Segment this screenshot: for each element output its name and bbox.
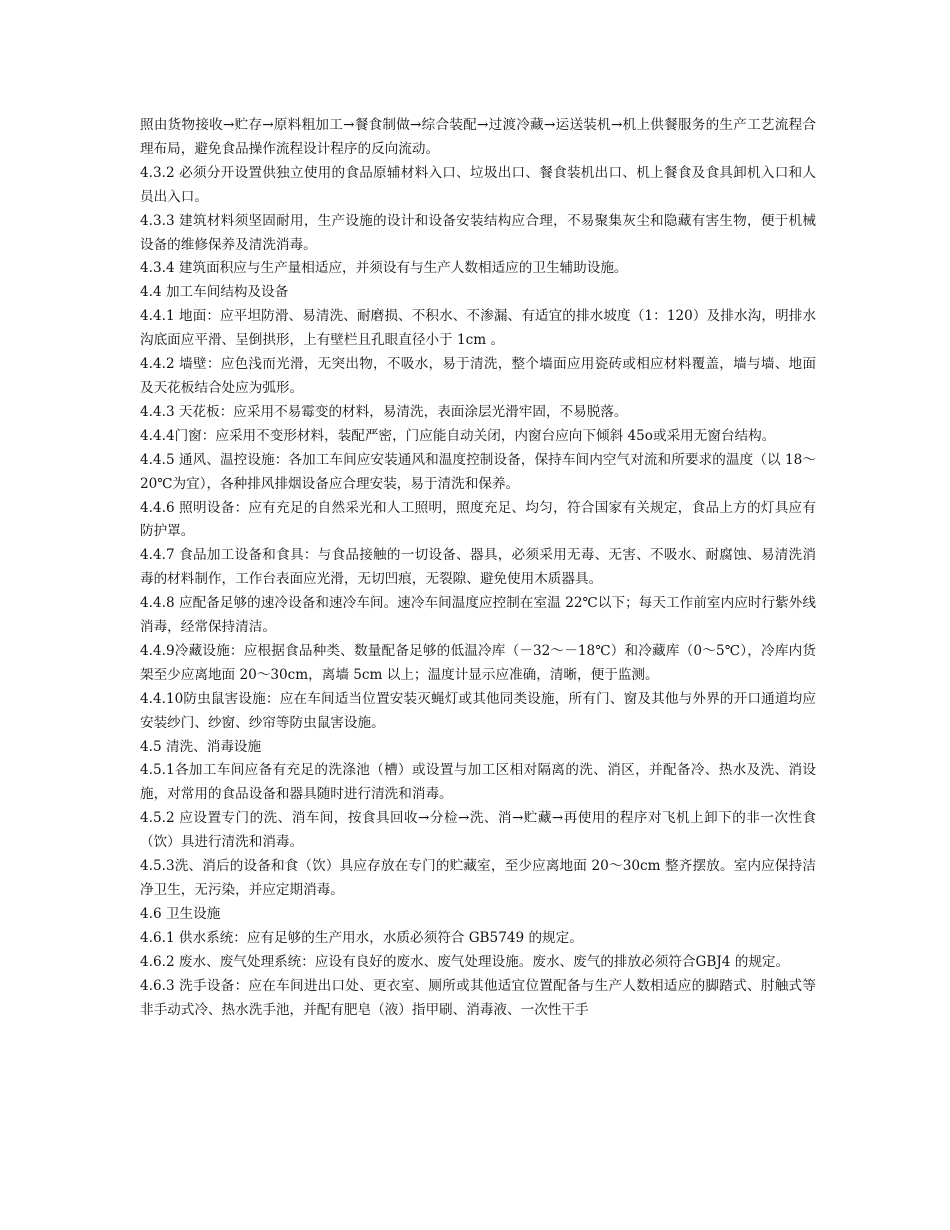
paragraph-4-4-9: 4.4.9冷藏设施：应根据食品种类、数量配备足够的低温冷库（－32～－18℃）和冷藏库（0～5℃），冷库内货架至少应离地面 20～30cm，离墙 5cm 以上；温度计显示应准确，清晰，便于监测。 <box>140 642 816 683</box>
paragraph-4-3-3: 4.3.3 建筑材料须坚固耐用，生产设施的设计和设备安装结构应合理，不易聚集灰尘和隐藏有害生物，便于机械设备的维修保养及清洗消毒。 <box>140 212 816 253</box>
paragraph-4-4-3: 4.4.3 天花板：应采用不易霉变的材料，易清洗，表面涂层光滑牢固，不易脱落。 <box>140 403 628 420</box>
section-heading-4-5: 4.5 清洗、消毒设施 <box>140 738 262 755</box>
paragraph-4-4-7: 4.4.7 食品加工设备和食具：与食品接触的一切设备、器具，必须采用无毒、无害、不吸水、耐腐蚀、易清洗消毒的材料制作，工作台表面应光滑，无切凹痕，无裂隙、避免使用木质器具。 <box>140 547 816 588</box>
paragraph-4-4-1: 4.4.1 地面：应平坦防滑、易清洗、耐磨损、不积水、不渗漏、有适宜的排水坡度（1：120）及排水沟，明排水沟底面应平滑、呈倒拱形，上有壁栏且孔眼直径小于 1cm 。 <box>140 308 816 349</box>
paragraph-4-5-3: 4.5.3洗、消后的设备和食（饮）具应存放在专门的贮藏室，至少应离地面 20～30cm 整齐摆放。室内应保持洁净卫生，无污染，并应定期消毒。 <box>140 858 816 898</box>
paragraph-4-5-1: 4.5.1各加工车间应备有充足的洗涤池（槽）或设置与加工区相对隔离的洗、消区，并配备冷、热水及洗、消设施，对常用的食品设备和器具随时进行清洗和消毒。 <box>140 762 816 803</box>
paragraph-process-flow: 照由货物接收→贮存→原料粗加工→餐食制做→综合装配→过渡冷藏→运送装机→机上供餐服务的生产工艺流程合理布局，避免食品操作流程设计程序的反向流动。 <box>140 117 816 157</box>
paragraph-4-6-3: 4.6.3 洗手设备：应在车间进出口处、更衣室、厕所或其他适宜位置配备与生产人数相适应的脚踏式、肘触式等非手动式冷、热水洗手池，并配有肥皂（液）指甲刷、消毒液、一次性干手 <box>140 977 816 1018</box>
paragraph-4-3-2: 4.3.2 必须分开设置供独立使用的食品原辅材料入口、垃圾出口、餐食装机出口、机上餐食及食具卸机入口和人员出入口。 <box>140 164 816 205</box>
paragraph-4-4-8: 4.4.8 应配备足够的速冷设备和速冷车间。速冷车间温度应控制在室温 22℃以下；每天工作前室内应时行紫外线消毒，经常保持清洁。 <box>140 595 816 636</box>
paragraph-4-3-4: 4.3.4 建筑面积应与生产量相适应，并须设有与生产人数相适应的卫生辅助设施。 <box>140 260 628 277</box>
section-heading-4-4: 4.4 加工车间结构及设备 <box>140 284 289 301</box>
paragraph-4-6-2: 4.6.2 废水、废气处理系统：应设有良好的废水、废气处理设施。废水、废气的排放必须符合GBJ4 的规定。 <box>140 953 790 970</box>
paragraph-4-5-2: 4.5.2 应设置专门的洗、消车间，按食具回收→分检→洗、消→贮藏→再使用的程序对飞机上卸下的非一次性食（饮）具进行清洗和消毒。 <box>140 810 816 851</box>
section-heading-4-6: 4.6 卫生设施 <box>140 905 221 922</box>
paragraph-4-6-1: 4.6.1 供水系统：应有足够的生产用水，水质必须符合 GB5749 的规定。 <box>140 929 583 946</box>
paragraph-4-4-6: 4.4.6 照明设备：应有充足的自然采光和人工照明，照度充足、均匀，符合国家有关规定，食品上方的灯具应有防护罩。 <box>140 499 816 540</box>
paragraph-4-4-4: 4.4.4门窗：应采用不变形材料，装配严密，门应能自动关闭，内窗台应向下倾斜 45o或采用无窗台结构。 <box>140 427 776 444</box>
document-body <box>140 114 816 1022</box>
paragraph-4-4-10: 4.4.10防虫鼠害设施：应在车间适当位置安装灭蝇灯或其他同类设施，所有门、窗及其他与外界的开口通道均应安装纱门、纱窗、纱帘等防虫鼠害设施。 <box>140 690 816 731</box>
paragraph-4-4-2: 4.4.2 墙壁：应色浅而光滑，无突出物，不吸水，易于清洗，整个墙面应用瓷砖或相应材料覆盖，墙与墙、地面及天花板结合处应为弧形。 <box>140 356 816 396</box>
paragraph-4-4-5: 4.4.5 通风、温控设施：各加工车间应安装通风和温度控制设备，保持车间内空气对流和所要求的温度（以 18～20℃为宜），各种排风排烟设备应合理安装，易于清洗和保养。 <box>140 451 816 492</box>
